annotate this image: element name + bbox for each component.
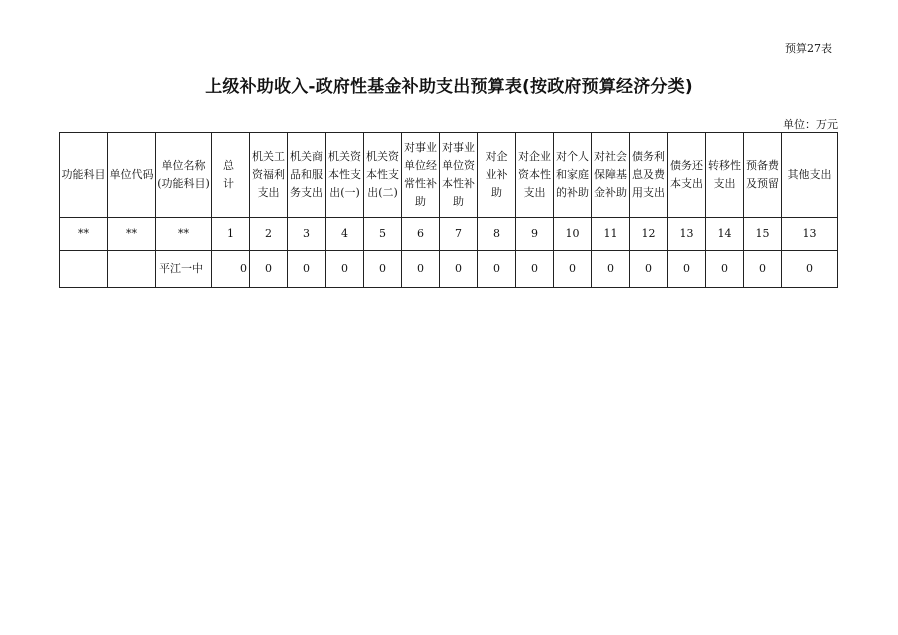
column-header: 对企业 资本性 支出: [516, 133, 554, 218]
table-cell: 0: [326, 251, 364, 288]
table-cell: 0: [592, 251, 630, 288]
code-cell: 1: [212, 218, 250, 251]
table-cell: 0: [744, 251, 782, 288]
code-cell: 8: [478, 218, 516, 251]
table-cell: 0: [668, 251, 706, 288]
header-row: [60, 133, 838, 218]
code-cell: **: [60, 218, 108, 251]
table-cell: 0: [288, 251, 326, 288]
code-cell: **: [108, 218, 156, 251]
code-cell: 11: [592, 218, 630, 251]
column-header: 对社会 保障基 金补助: [592, 133, 630, 218]
code-cell: 10: [554, 218, 592, 251]
code-cell: 13: [668, 218, 706, 251]
code-row: [60, 218, 838, 251]
table-cell: 0: [554, 251, 592, 288]
budget-table: [59, 132, 838, 288]
column-header: 对企 业补 助: [478, 133, 516, 218]
column-header: 转移性 支出: [706, 133, 744, 218]
code-cell: 14: [706, 218, 744, 251]
column-header: 其他支出: [782, 133, 838, 218]
column-header: 单位名称 (功能科目): [156, 133, 212, 218]
code-cell: 3: [288, 218, 326, 251]
column-header: 对个人 和家庭 的补助: [554, 133, 592, 218]
code-cell: **: [156, 218, 212, 251]
table-cell: 0: [782, 251, 838, 288]
code-cell: 7: [440, 218, 478, 251]
column-header: 对事业 单位资 本性补 助: [440, 133, 478, 218]
column-header: 机关资 本性支 出(二): [364, 133, 402, 218]
total-cell: 0: [212, 251, 250, 288]
table-cell: 0: [516, 251, 554, 288]
table-cell: 0: [440, 251, 478, 288]
code-cell: 15: [744, 218, 782, 251]
column-header: 功能科目: [60, 133, 108, 218]
unit-code-cell: [108, 251, 156, 288]
code-cell: 4: [326, 218, 364, 251]
table-cell: 0: [630, 251, 668, 288]
code-cell: 6: [402, 218, 440, 251]
code-cell: 5: [364, 218, 402, 251]
column-header: 债务利 息及费 用支出: [630, 133, 668, 218]
code-cell: 13: [782, 218, 838, 251]
code-cell: 9: [516, 218, 554, 251]
column-header: 对事业 单位经 常性补 助: [402, 133, 440, 218]
column-header: 总计: [212, 133, 250, 218]
form-number: 预算27表: [785, 42, 832, 55]
column-header: 机关资 本性支 出(一): [326, 133, 364, 218]
table-row: [60, 251, 838, 288]
page-title: 上级补助收入-政府性基金补助支出预算表(按政府预算经济分类): [205, 77, 693, 97]
code-cell: 12: [630, 218, 668, 251]
unit-label: 单位：万元: [783, 118, 838, 131]
column-header: 机关工 资福利 支出: [250, 133, 288, 218]
table-cell: 0: [478, 251, 516, 288]
column-header: 机关商 品和服 务支出: [288, 133, 326, 218]
table-cell: 0: [402, 251, 440, 288]
table-cell: 0: [364, 251, 402, 288]
column-header: 预备费 及预留: [744, 133, 782, 218]
unit-name-cell: 平江一中: [156, 251, 212, 288]
table-cell: 0: [250, 251, 288, 288]
table-cell: 0: [706, 251, 744, 288]
column-header: 债务还 本支出: [668, 133, 706, 218]
function-subject-cell: [60, 251, 108, 288]
column-header: 单位代码: [108, 133, 156, 218]
code-cell: 2: [250, 218, 288, 251]
